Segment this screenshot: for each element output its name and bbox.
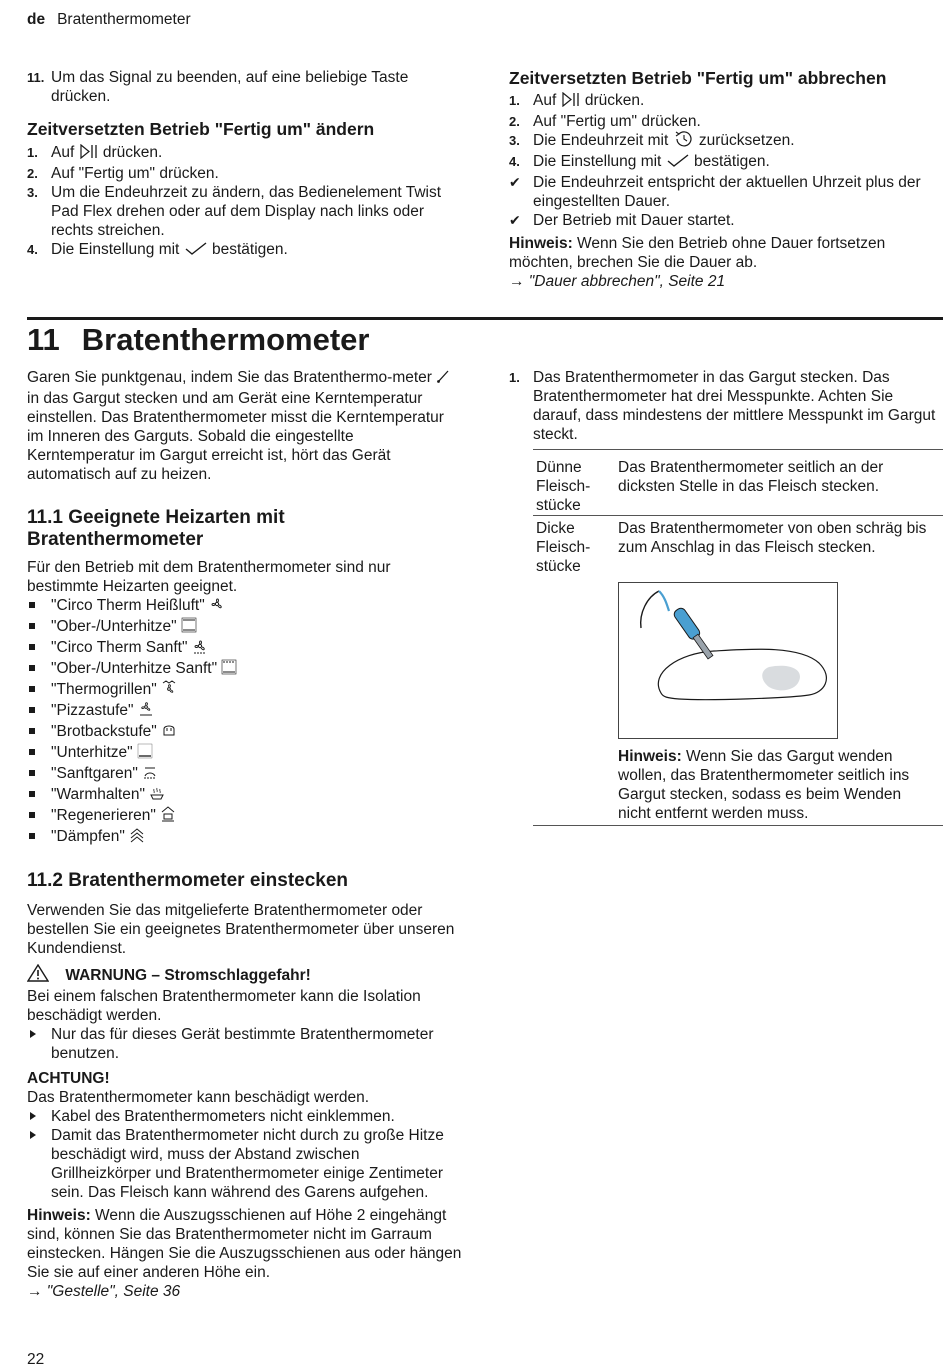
bullet: [29, 728, 35, 734]
thermometer-icon: [436, 369, 450, 389]
warning-title: WARNUNG – Stromschlaggefahr!: [27, 964, 462, 987]
heating-mode-list: [27, 596, 462, 848]
heating-mode-label: "Ober-/Unterhitze": [51, 618, 177, 635]
bullet: [29, 770, 35, 776]
heating-mode-label: "Pizzastufe": [51, 702, 134, 719]
table-value-thin: Das Bratenthermometer seitlich an der dicksten Stelle in das Fleisch stecken.: [618, 459, 884, 495]
reset-clock-icon: [673, 131, 695, 152]
link-duration-cancel[interactable]: → "Dauer abbrechen", Seite 21: [509, 273, 726, 290]
step-list-cancel: [509, 91, 945, 173]
result-check-icon: ✔: [509, 212, 521, 228]
warning-actions: [27, 1025, 462, 1063]
note-rails: Hinweis: Wenn die Auszugsschienen auf Höhe 2 eingehängt sind, können Sie das Bratenthermometer nicht im Garraum einstecken. Hängen Sie die Auszugsschienen aus oder hängen Sie sie auf einer anderen Höhe ein.: [27, 1207, 462, 1281]
bread-icon: [161, 722, 177, 743]
caution-text: Das Bratenthermometer kann beschädigt werden.: [27, 1089, 370, 1106]
list-item: 4. Die Einstellung mit bestätigen.: [27, 240, 467, 261]
note-turning: Hinweis: Wenn Sie das Gargut wenden wollen, das Bratenthermometer seitlich ins Gargut stecken, sodass es beim Wenden nicht entfernt werden muss.: [618, 748, 910, 822]
right-column: [509, 368, 943, 444]
warning-text: Bei einem falschen Bratenthermometer kann die Isolation beschädigt werden.: [27, 988, 421, 1024]
top-bottom-heat-icon: [181, 617, 197, 638]
list-item: 3. Um die Endeuhrzeit zu ändern, das Bedienelement Twist Pad Flex drehen oder auf dem Display nach links oder rechts streichen.: [27, 184, 442, 239]
bullet: [29, 791, 35, 797]
link-racks[interactable]: → "Gestelle", Seite 36: [27, 1283, 181, 1300]
bullet: [29, 644, 35, 650]
heating-mode-label: "Warmhalten": [51, 786, 145, 803]
bullet: [29, 707, 35, 713]
heating-mode-item: [27, 638, 462, 659]
page-number: 22: [27, 1351, 45, 1368]
heating-mode-item: [27, 596, 462, 617]
heating-mode-item: [27, 722, 462, 743]
section-heading-change: Zeitversetzten Betrieb "Fertig um" ändern: [27, 119, 375, 139]
bottom-heat-icon: [137, 743, 153, 764]
pizza-icon: [138, 701, 154, 722]
list-item: Kabel des Bratenthermometers nicht einklemmen.: [27, 1107, 462, 1126]
step-list-change: [27, 143, 467, 261]
bullet: [29, 812, 35, 818]
section-11-2-text: Verwenden Sie das mitgelieferte Bratenthermometer oder bestellen Sie ein geeignetes Bratenthermometer über unseren Kundendienst.: [27, 902, 455, 957]
list-item: 3. Die Endeuhrzeit mit zurücksetzen.: [509, 131, 945, 152]
heating-mode-item: [27, 680, 462, 701]
keep-warm-icon: [149, 785, 165, 806]
start-pause-icon: [79, 144, 99, 164]
header-title: Bratenthermometer: [57, 11, 191, 28]
heating-mode-label: "Unterhitze": [51, 744, 133, 761]
heating-mode-item: [27, 806, 462, 827]
lang-code: de: [27, 11, 46, 28]
heating-mode-item: [27, 764, 462, 785]
top-right-column: [509, 68, 945, 291]
checkmark-icon: [666, 153, 690, 173]
warning-triangle-icon: [27, 964, 49, 987]
table-value-thick: Das Bratenthermometer von oben schräg bis zum Anschlag in das Fleisch stecken.: [618, 520, 927, 556]
caution-title: ACHTUNG!: [27, 1070, 110, 1087]
heating-mode-item: [27, 827, 462, 848]
list-item: 2. Auf "Fertig um" drücken.: [27, 165, 219, 182]
section-11-1-text: Für den Betrieb mit dem Bratenthermometer sind nur bestimmte Heizarten geeignet.: [27, 559, 391, 595]
list-item: Damit das Bratenthermometer nicht durch zu große Hitze beschädigt wird, muss der Abstand zwischen Grillheizkörper und Bratenthermometer einige Zentimeter sein. Das Fleisch kann während des Garens aufgehen.: [27, 1126, 462, 1202]
heating-mode-label: "Ober-/Unterhitze Sanft": [51, 660, 218, 677]
caution-actions: [27, 1107, 462, 1202]
table-key-thin: Dünne Fleisch-stücke: [536, 459, 591, 514]
bullet: [29, 602, 35, 608]
bullet: [29, 665, 35, 671]
top-left-column: [27, 68, 467, 261]
list-item: 1. Auf drücken.: [509, 91, 945, 112]
step-list-continued: [27, 68, 467, 106]
steam-icon: [129, 827, 145, 848]
heating-mode-item: [27, 659, 462, 680]
chapter-rule: [27, 317, 943, 320]
heating-mode-label: "Thermogrillen": [51, 681, 157, 698]
list-item: 4. Die Einstellung mit bestätigen.: [509, 152, 945, 173]
heating-mode-item: [27, 617, 462, 638]
list-item: ✔ Der Betrieb mit Dauer startet.: [509, 212, 735, 229]
list-item: 1. Auf drücken.: [27, 143, 467, 164]
result-check-icon: ✔: [509, 174, 521, 190]
start-pause-icon: [561, 92, 581, 112]
heating-mode-label: "Circo Therm Sanft": [51, 639, 188, 656]
section-11-1-heading: 11.1 Geeignete Heizarten mit Bratenthermometer: [27, 507, 285, 550]
heating-mode-label: "Circo Therm Heißluft": [51, 597, 205, 614]
left-column: [27, 368, 462, 1301]
thermogrill-icon: [161, 680, 177, 701]
list-item: 1. Das Bratenthermometer in das Gargut stecken. Das Bratenthermometer hat drei Messpunkte. Achten Sie darauf, dass mindestens der mittlere Messpunkt im Gargut steckt.: [509, 369, 936, 443]
bullet: [29, 749, 35, 755]
reheat-icon: [160, 806, 176, 827]
list-item: ✔ Die Endeuhrzeit entspricht der aktuellen Uhrzeit plus der eingestellten Dauer.: [509, 174, 921, 210]
heating-mode-label: "Sanftgaren": [51, 765, 138, 782]
fan-gentle-icon: [192, 638, 208, 659]
meat-table: [533, 449, 943, 827]
note-cancel: Hinweis: Wenn Sie den Betrieb ohne Dauer fortsetzen möchten, brechen Sie die Dauer ab.: [509, 235, 886, 271]
section-11-2-heading: 11.2 Bratenthermometer einstecken: [27, 870, 349, 891]
probe-illustration: [618, 582, 838, 739]
section-heading-cancel: Zeitversetzten Betrieb "Fertig um" abbrechen: [509, 68, 887, 88]
heating-mode-label: "Brotbackstufe": [51, 723, 157, 740]
list-item: Nur das für dieses Gerät bestimmte Bratenthermometer benutzen.: [27, 1025, 462, 1063]
list-item: 11. Um das Signal zu beenden, auf eine beliebige Taste drücken.: [27, 69, 409, 105]
chapter-title: 11 Bratenthermometer: [27, 322, 370, 357]
page-header: [27, 10, 191, 29]
top-bottom-gentle-icon: [221, 659, 237, 680]
checkmark-icon: [184, 241, 208, 261]
heating-mode-item: [27, 701, 462, 722]
list-item: 2. Auf "Fertig um" drücken.: [509, 113, 701, 130]
table-key-thick: Dicke Fleisch-stücke: [536, 520, 591, 575]
heating-mode-label: "Dämpfen": [51, 828, 125, 845]
heating-mode-label: "Regenerieren": [51, 807, 156, 824]
result-list: [509, 173, 945, 230]
fan-icon: [209, 596, 225, 617]
insert-step-list: [509, 368, 943, 444]
intro-paragraph: Garen Sie punktgenau, indem Sie das Bratenthermo-meter in das Gargut stecken und am Gerät eine Kerntemperatur einstellen. Das Bratenthermometer misst die Kerntemperatur im Inneren des Garguts. Sobald die eingestellte Kerntemperatur im Gargut erreicht ist, hört das Gerät automatisch auf zu heizen.: [27, 368, 462, 484]
slow-cook-icon: [142, 764, 158, 785]
bullet: [29, 623, 35, 629]
heating-mode-item: [27, 743, 462, 764]
heating-mode-item: [27, 785, 462, 806]
bullet: [29, 686, 35, 692]
bullet: [29, 833, 35, 839]
